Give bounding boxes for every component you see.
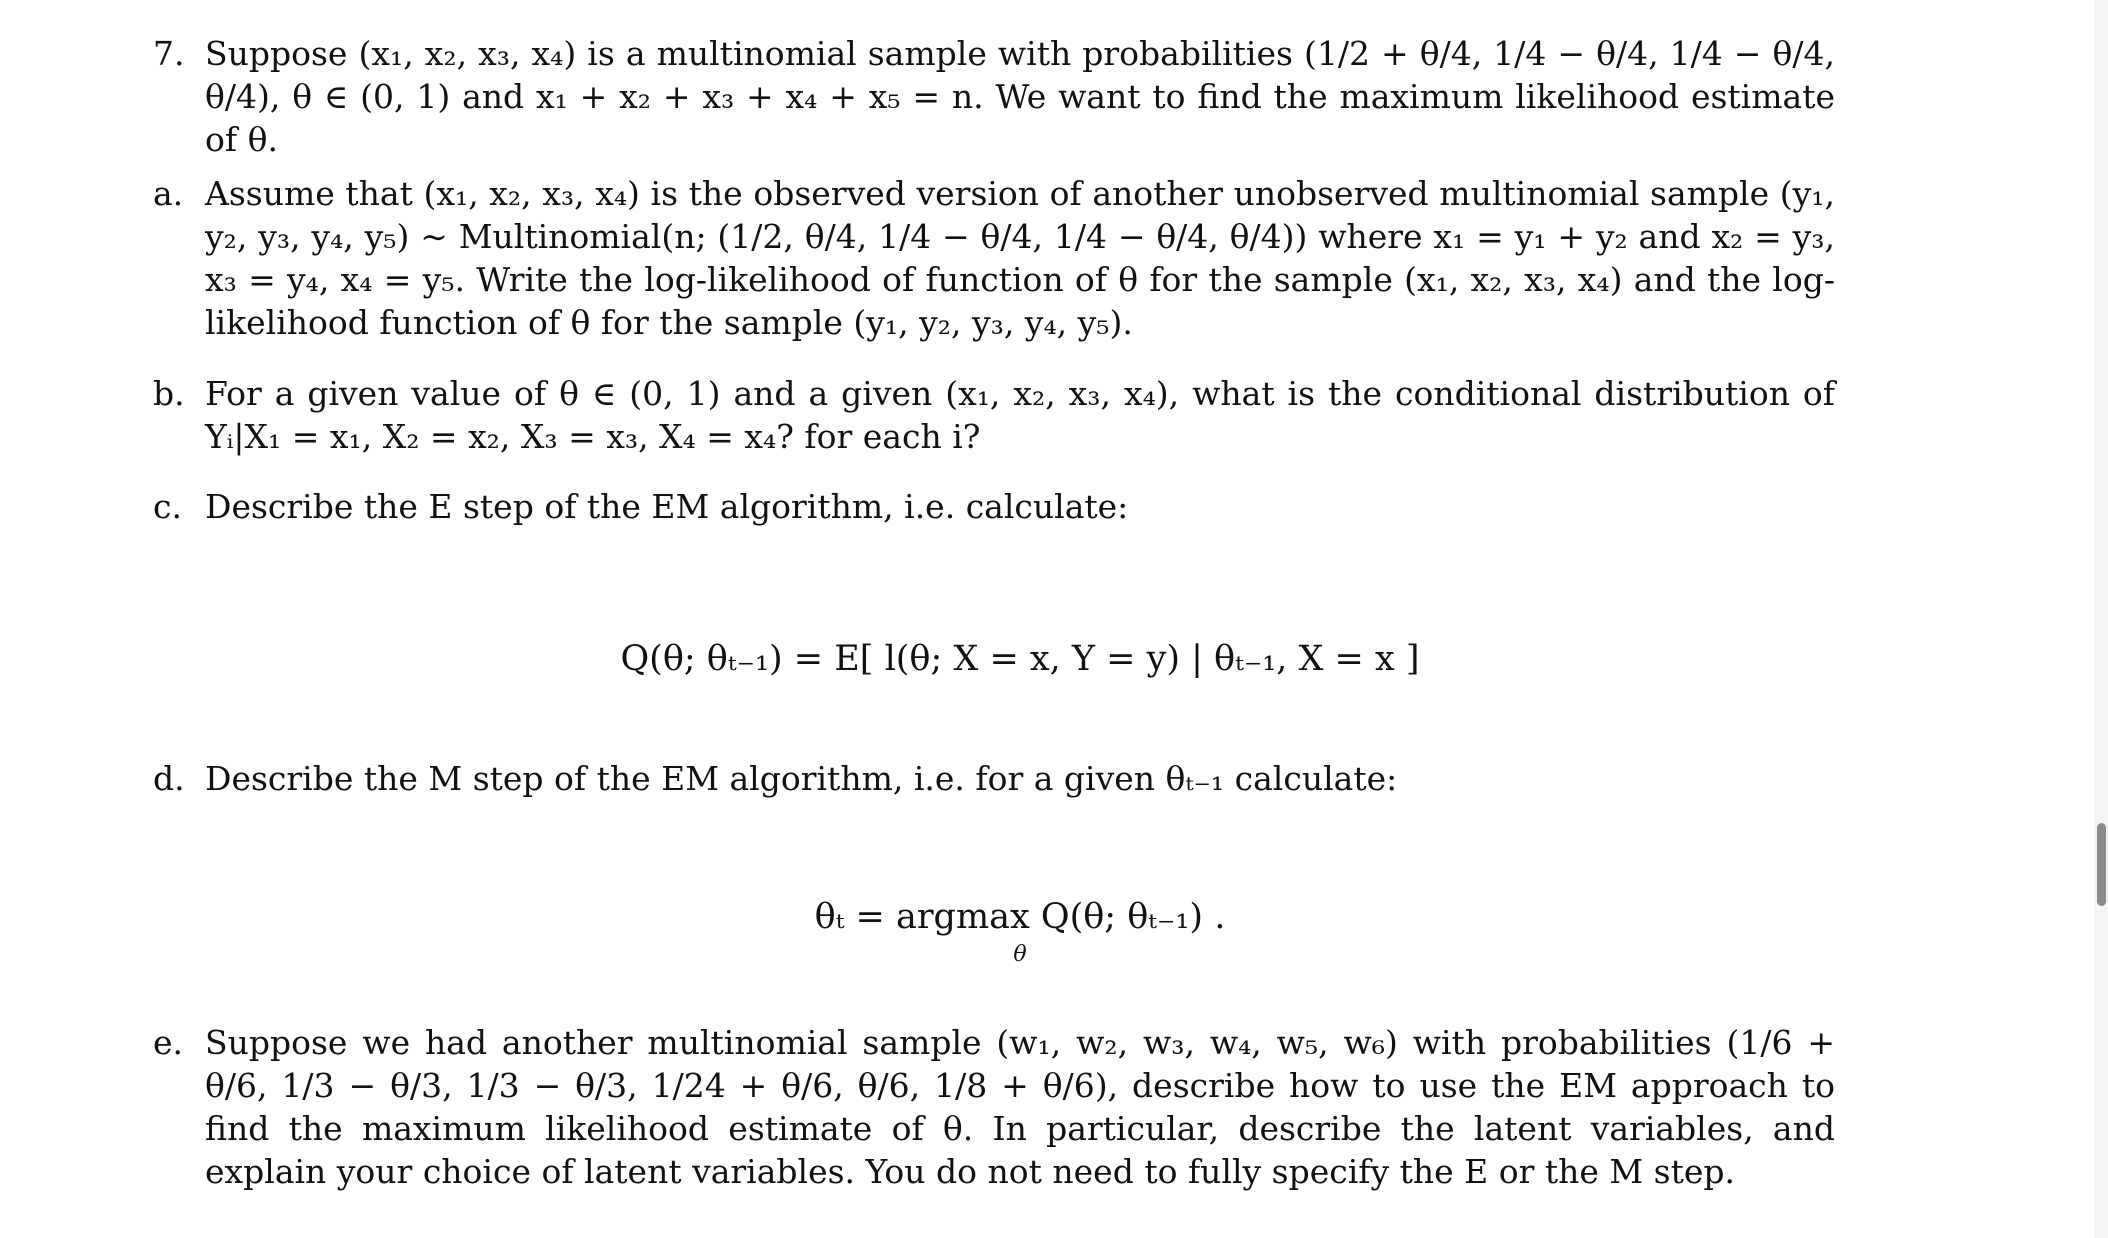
part-c [153, 485, 1835, 528]
part-b-label: b. [153, 374, 185, 413]
part-a-label: a. [153, 174, 184, 213]
scrollbar-thumb[interactable] [2097, 823, 2106, 906]
m-step-equation [205, 892, 1835, 968]
part-d-text: Describe the M step of the EM algorithm, i.e. for a given θₜ₋₁ calculate: [205, 759, 1398, 798]
problem-number: 7. [153, 34, 185, 73]
part-d-label: d. [153, 759, 185, 798]
argmax-subscript: θ [1013, 942, 1027, 967]
problem-text: Suppose (x₁, x₂, x₃, x₄) is a multinomial sample with probabilities (1/2 + θ/4, 1/4 − θ/4, 1/4 − θ/4, θ/4), θ ∈ (0, 1) and x₁ + x₂ + x₃ + x₄ + x₅ = n. We want to find the maximum likelihood estimate of θ. [205, 34, 1835, 159]
part-b [153, 372, 1835, 458]
part-c-text: Describe the E step of the EM algorithm, i.e. calculate: [205, 487, 1129, 526]
problem-statement [153, 32, 1835, 161]
m-step-equation-text: θₜ = argmax Q(θ; θₜ₋₁) . [814, 897, 1226, 937]
part-c-label: c. [153, 487, 182, 526]
part-e [153, 1021, 1835, 1193]
part-e-text: Suppose we had another multinomial sample (w₁, w₂, w₃, w₄, w₅, w₆) with probabilities (1/6 + θ/6, 1/3 − θ/3, 1/3 − θ/3, 1/24 + θ/6, θ/6, 1/8 + θ/6), describe how to use the EM approach to find the maximum likelihood estimate of θ. In particular, describe the latent variables, and explain your choice of latent variables. You do not need to fully specify the E or the M step. [205, 1023, 1835, 1191]
part-e-label: e. [153, 1023, 184, 1062]
vertical-scrollbar[interactable] [2094, 0, 2108, 1238]
part-b-text: For a given value of θ ∈ (0, 1) and a given (x₁, x₂, x₃, x₄), what is the conditional distribution of Yᵢ|X₁ = x₁, X₂ = x₂, X₃ = x₃, X₄ = x₄? for each i? [205, 374, 1835, 456]
part-a-text: Assume that (x₁, x₂, x₃, x₄) is the observed version of another unobserved multinomial sample (y₁, y₂, y₃, y₄, y₅) ∼ Multinomial(n; (1/2, θ/4, 1/4 − θ/4, 1/4 − θ/4, θ/4)) where x₁ = y₁ + y₂ and x₂ = y₃, x₃ = y₄, x₄ = y₅. Write the log-likelihood of function of θ for the sample (x₁, x₂, x₃, x₄) and the log-likelihood function of θ for the sample (y₁, y₂, y₃, y₄, y₅). [205, 174, 1835, 342]
part-d [153, 757, 1835, 800]
e-step-equation-text: Q(θ; θₜ₋₁) = E[ l(θ; X = x, Y = y) | θₜ₋₁, X = x ] [620, 639, 1420, 679]
e-step-equation [205, 634, 1835, 684]
part-a [153, 172, 1835, 344]
